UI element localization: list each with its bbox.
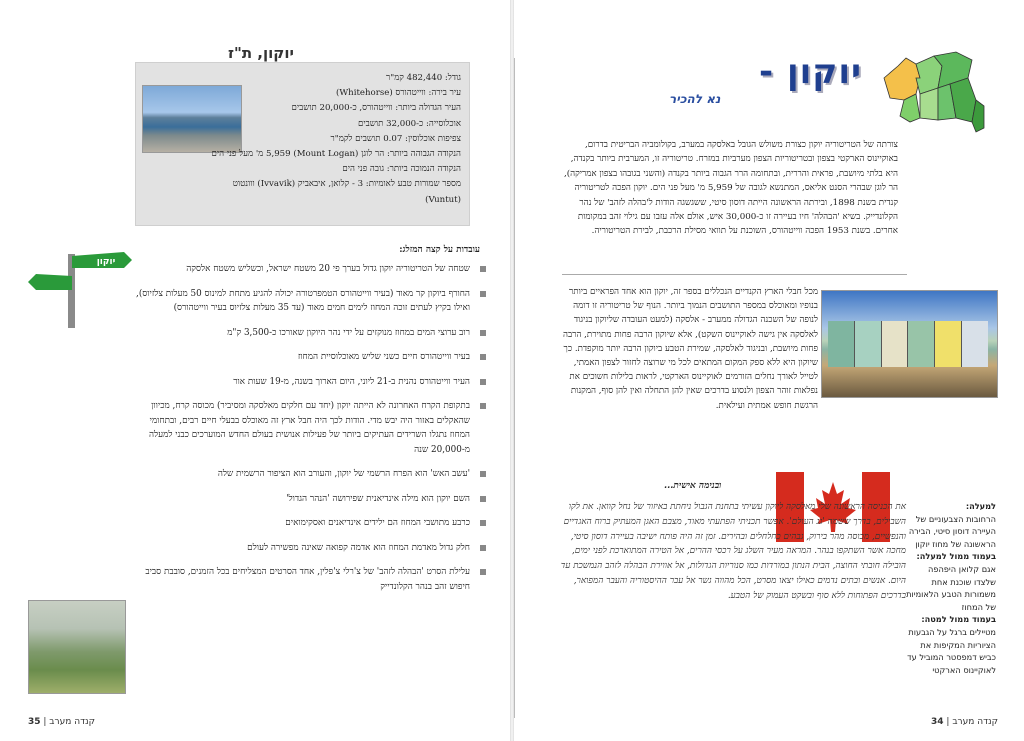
list-item: עלילת הסרט 'הבהלה לזהב' של צ'רלי צ'פלין, אחד הסרטים המצליחים בכל הזמנים, סובבת סביב חיפוש זהב בנהר הקלונדייק: [130, 565, 486, 594]
list-item: רוב ערוצי המים במחוז מנוקזים על ידי נהר היוקון שאורכו כ-3,500 ק"מ: [130, 326, 486, 341]
page-number: 34: [931, 717, 944, 727]
infobox-line: צפיפות אוכלוסין: 0.07 תושבים לקמ"ר: [330, 133, 461, 144]
infobox-lines: [241, 71, 461, 147]
lake-photo: [142, 85, 242, 153]
canada-map-icon: [876, 48, 988, 140]
infobox-line: מספר שמורות טבע לאומיות: 3 - קלואן, איבאביק (Ivvavik) ווונטוט: [232, 179, 461, 190]
list-item: שטחה של הטריטוריה יוקון גדול בערך פי 20 משטח ישראל, וכשליש משטח אלסקה: [130, 262, 486, 277]
right-page: [514, 0, 1024, 741]
list-item: חלק גדול מאדמת המחוז הוא אדמה קפואה שאינה מפשירה לעולם: [130, 541, 486, 556]
infobox: [135, 62, 470, 226]
personal-heading: ובנימה אישית...: [664, 481, 722, 491]
caption-text: הרחובות הצבעוניים של העיירה דוסון סיטי, הבירה הראשונה של מחוז יוקון: [908, 513, 996, 549]
facts-heading: עובדות על קצה המזלג:: [399, 245, 480, 255]
infobox-line: גודל: 482,440 קמ"ר: [386, 73, 461, 83]
body-paragraph: מכל חבלי הארץ הקנדיים הנכללים בספר זה, יוקון הוא אחד הפראיים ביותר בנופיו ומאוכלס במספר התושבים הנמוך ביותר. הנוף של טריטוריה זו דומה לנופה של השכנה הגדולה ממערב - אלסקה (למעט העובדה שליוקון בניגוד לאלסקה אין גישה לאוקיינוס השקט), אלא שיוקון הרבה פחות מתוירת, הרבה פחות מיושבת, ובניגוד לאלסקה, שמירת הטבע ביוקון הרבה יותר מוקפדת. כך שיוקון היא ללא ספק המקום המתאים לכל מי שרוצה לחזור לצפון האמתי, לטייל לאורך נחלים הזורמים לאוקיינוס הארקטי, לראות בלילות חשוכים את נפלאות זוהר הצפון ולנסוע בדרכים שאין להן התחלה ואין להן סוף, המקנות הרגשת חופש אמתית ועילאית.: [562, 287, 818, 411]
infobox-line: עיר בירה: ווייטהורס (Whitehorse): [335, 88, 461, 99]
intro-paragraph: צורתה של הטריטוריה יוקון כצורת משולש הגובל באלסקה במערב, בקולומביה הבריטית בדרום, באוקיינוס הארקטי בצפון ובטריטוריות הצפון מערביות במזרח. טריטוריה זו, המערבית ביותר בקנדה, היא בלתי מיושבת, פראית והררית, ובתחומה הרר הגבוה ביותר בקנדה (והשני בגובהו בצפון אמריקה), הר לוגן שבהרי הסנט אליאס, המתנשא לגובה של 5,959 מ' מעל פני הים. יוקון הפכה לטריטוריה קנדית בשנת 1898, ובירתה הראשונה הייתה דוסון סיטי, ששגשגה הודות ל'בהלה לזהב' של נהר הקלונדייק. בשיא 'הבהלה' חיו בעיירה זו כ-30,000 איש, אולם אלה עזבו עם גילוי זהב במקומות אחרים. בשנת 1953 הפכה ווייטהורס, השוכנת על תוואי מסילת הרכבת, לבירת הטריטוריה.: [563, 140, 898, 237]
captions-sidebar: [906, 500, 996, 676]
list-item: החורף ביוקון קר מאוד (בעיר ווייטהורס הטמפרטורה יכולה להגיע מתחת למינוס 50 מעלות צלזיוס), ואילו בקיץ לעתים זוכה המחוז לימים חמים מאוד (עד 35 מעלות צלזיוס בעיר ווייטהורס): [130, 287, 486, 316]
left-page: [0, 0, 510, 741]
infobox-wide-lines: [141, 147, 461, 208]
page-folio: 35 | קנדה מערב: [28, 717, 95, 727]
page-title: יוקון -: [759, 52, 863, 92]
list-item: בעיר ווייטהורס חיים כשני שליש מאוכלוסיית המחוז: [130, 350, 486, 365]
page-title: יוקון, ת"ז: [228, 44, 294, 62]
hikers-photo: [28, 600, 126, 694]
infobox-line: העיר הגדולה ביותר: ווייטהורס, כ-20,000 תושבים: [291, 103, 461, 114]
page-folio: קנדה מערב | 34: [931, 717, 998, 727]
folio-title: קנדה מערב: [49, 717, 95, 727]
caption-label: בעמוד ממול למטה:: [921, 614, 996, 625]
list-item: השם יוקון הוא מילה אינדיאנית שפירושה 'הנהר הגדול': [130, 492, 486, 507]
list-item: העיר ווייטהורס נהנית ב-21 ליוני, היום הארוך בשנה, מ-19 שעות אור: [130, 375, 486, 390]
caption-text: אגם קלואן היפהפה שלצדו שוכנת אחת משמורות הטבע הלאומיות של המחוז: [906, 563, 996, 612]
facts-list: [130, 262, 486, 604]
signpost-icon: [24, 246, 134, 328]
personal-paragraph: את הכניסה הראשונה שלי מאלסקה ליוקון עשיתי בתחנת הגבול ניחתת באיזור של נחל קוואן. את לקו השבילים, בדרך ששמה 'גג העולם'. אפשר תכניתי הפתעתי מאוד, מצבם האגן המעתיק ברוח האגדיים והנפשיים, מכוסה מהר בירוק, גבהים כחלחלים ובהירים. זמן זה היה פותח ישיבה בעיירה דוסון סיטי, מחכה אשר השתקפו בנהר. המראה מעיר השלג על רכסי ההרים, אל הטירה המתוארכת לפני ימים, הובילה חובתי החוצה, הבית הנתון במורדות כמו סנוריות הגדולות, אל אווירת הבהלה לזהב הנמשכת עד היום. אנשים ובתים נדמים כאילו יצאו מסרט, הכל מהווה גשר אל עבר ההיסטוריה והעבר המפואר, בדרכים הפתוחות ללא סוף ובשקט העמוק של הטבע.: [560, 502, 906, 601]
page-subtitle: נא להכיר: [669, 92, 721, 106]
divider: [562, 274, 907, 275]
divider: [514, 58, 515, 718]
list-item: כרבע מתושבי המחוז הם ילידים אינדיאנים ואסקימואים: [130, 516, 486, 531]
list-item: בתקופת הקרח האחרונה לא הייתה יוקון (יחד עם חלקים מאלסקה ומסיביר) מכוסה קרח, מכיוון שהאקלים באזור היה יבש מדי. הודות לכך היה חבל ארץ זה מאוכלס בבעלי חיים רבים, ובתחומי המחוז נתגלו השרידים העתיקים ביותר של פעילות אנושית בעולם החדש המוערכים כבני למעלה מ-20,000 שנה: [130, 399, 486, 457]
infobox-line: אוכלוסייה: כ-32,000 תושבים: [358, 118, 461, 129]
infobox-line: (Vuntut): [425, 194, 461, 205]
caption-text: מטיילים ברגל על הגבעות הציוריות המקיפות את כביש דמפסטר המוביל עד לאוקיינוס הארקטי: [907, 626, 996, 675]
dawson-city-photo: [821, 290, 998, 398]
folio-title: קנדה מערב: [952, 717, 998, 727]
infobox-line: הנקודה הגבוהה ביותר: הר לוגן (Mount Logan) 5,959 מ' מעל פני הים: [211, 149, 461, 159]
list-item: 'עשב האש' הוא הפרח הרשמי של יוקון, והעורב הוא הציפור הרשמית שלה: [130, 467, 486, 482]
caption-label: למעלה:: [965, 501, 996, 511]
sign-label: יוקון: [96, 257, 116, 267]
infobox-line: הנקודה הנמוכה ביותר: גובה פני הים: [342, 164, 461, 175]
page-number: 35: [28, 717, 41, 727]
caption-label: בעמוד ממול למעלה:: [916, 551, 996, 562]
